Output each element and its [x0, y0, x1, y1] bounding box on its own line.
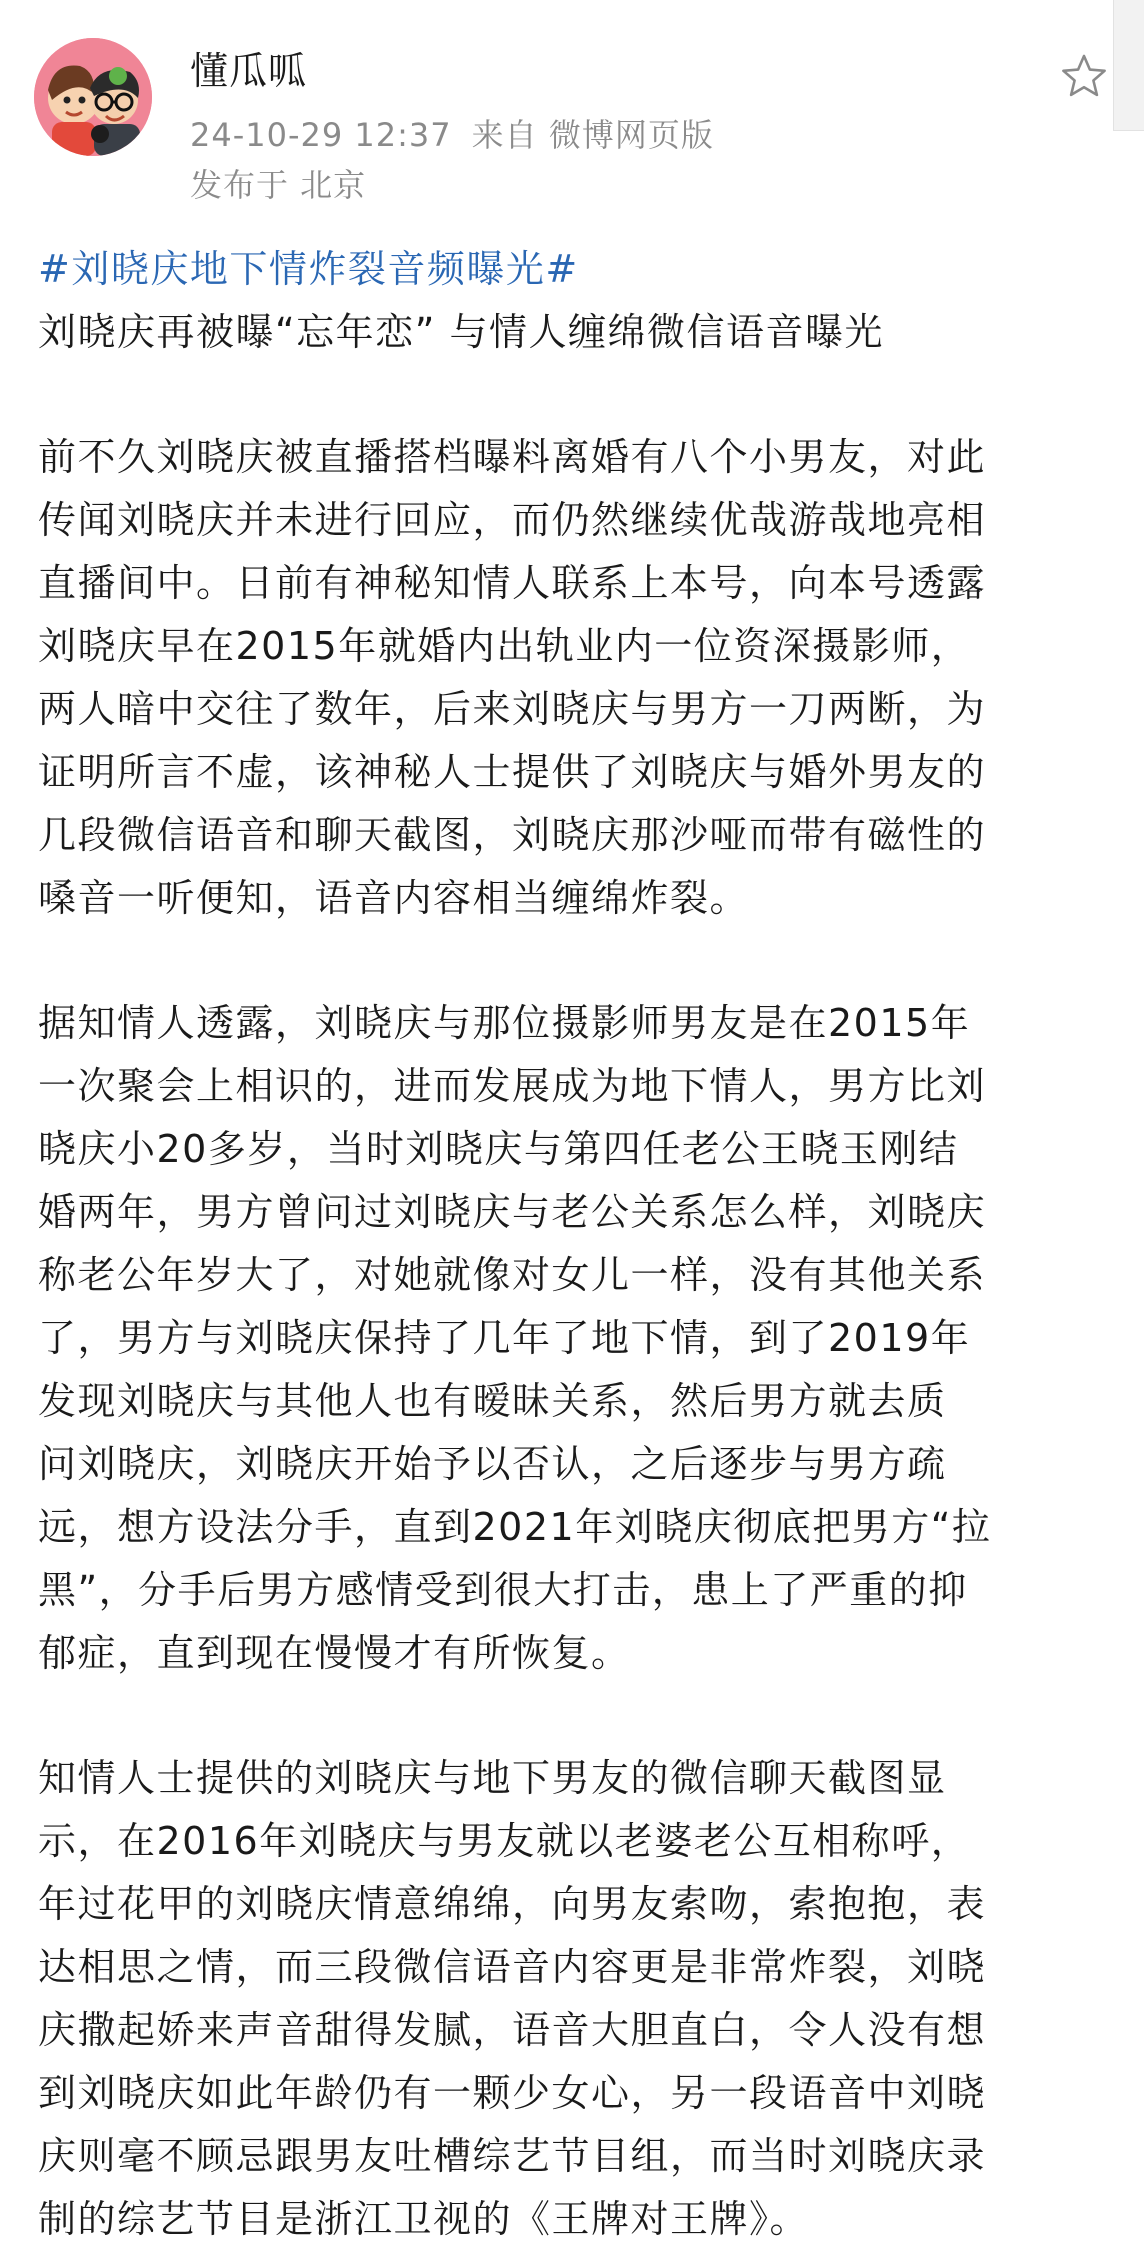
text-line: 庆则毫不顾忌跟男友吐槽综艺节目组，而当时刘晓庆录: [38, 2134, 987, 2178]
text-line: 一次聚会上相识的，进而发展成为地下情人，男方比刘: [38, 1064, 987, 1108]
cartoon-avatar-icon: [34, 38, 152, 156]
text-line: 知情人士提供的刘晓庆与地下男友的微信聊天截图显: [38, 1756, 947, 1800]
text-line: 称老公年岁大了，对她就像对女儿一样，没有其他关系: [38, 1253, 987, 1297]
paragraph: [38, 992, 1118, 1685]
favorite-button[interactable]: [1060, 52, 1108, 100]
text-line: 郁症，直到现在慢慢才有所恢复。: [38, 1631, 631, 1675]
post-headline: 刘晓庆再被曝“忘年恋” 与情人缠绵微信语音曝光: [38, 310, 884, 354]
star-outline-icon: [1060, 52, 1108, 100]
post-location: 发布于 北京: [190, 166, 367, 204]
post-source: 来自 微博网页版: [471, 116, 714, 154]
paragraph: [38, 426, 1118, 930]
post-header: [0, 0, 1144, 220]
text-line: 问刘晓庆，刘晓庆开始予以否认，之后逐步与男方疏: [38, 1442, 947, 1486]
text-line: 晓庆小20多岁，当时刘晓庆与第四任老公王晓玉刚结: [38, 1127, 959, 1171]
username[interactable]: 懂瓜呱: [190, 49, 308, 93]
text-line: 制的综艺节目是浙江卫视的《王牌对王牌》。: [38, 2197, 810, 2241]
text-line: 直播间中。日前有神秘知情人联系上本号，向本号透露: [38, 561, 987, 605]
text-line: 据知情人透露，刘晓庆与那位摄影师男友是在2015年: [38, 1001, 971, 1045]
topic-hashtag-link[interactable]: #刘晓庆地下情炸裂音频曝光#: [38, 247, 579, 291]
text-line: 婚两年，男方曾问过刘晓庆与老公关系怎么样，刘晓庆: [38, 1190, 987, 1234]
text-line: 远，想方设法分手，直到2021年刘晓庆彻底把男方“拉: [38, 1505, 992, 1549]
post-timestamp: 24-10-29 12:37: [190, 116, 452, 154]
text-line: 到刘晓庆如此年龄仍有一颗少女心，另一段语音中刘晓: [38, 2071, 987, 2115]
text-line: 几段微信语音和聊天截图，刘晓庆那沙哑而带有磁性的: [38, 813, 987, 857]
post-meta: [190, 110, 714, 156]
text-line: 黑”，分手后男方感情受到很大打击，患上了严重的抑: [38, 1568, 968, 1612]
paragraph: [38, 1747, 1118, 2251]
user-avatar[interactable]: [34, 38, 152, 156]
text-line: 年过花甲的刘晓庆情意绵绵，向男友索吻，索抱抱，表: [38, 1882, 987, 1926]
text-line: 达相思之情，而三段微信语音内容更是非常炸裂，刘晓: [38, 1945, 987, 1989]
text-line: 前不久刘晓庆被直播搭档曝料离婚有八个小男友，对此: [38, 435, 987, 479]
text-line: 发现刘晓庆与其他人也有暧昧关系，然后男方就去质: [38, 1379, 947, 1423]
text-line: 示，在2016年刘晓庆与男友就以老婆老公互相称呼，: [38, 1819, 971, 1863]
text-line: 了，男方与刘晓庆保持了几年了地下情，到了2019年: [38, 1316, 971, 1360]
text-line: 嗓音一听便知，语音内容相当缠绵炸裂。: [38, 876, 750, 920]
scrollbar[interactable]: [1113, 0, 1144, 131]
text-line: 传闻刘晓庆并未进行回应，而仍然继续优哉游哉地亮相: [38, 498, 987, 542]
text-line: 两人暗中交往了数年，后来刘晓庆与男方一刀两断，为: [38, 687, 987, 731]
text-line: 证明所言不虚，该神秘人士提供了刘晓庆与婚外男友的: [38, 750, 987, 794]
text-line: 刘晓庆早在2015年就婚内出轨业内一位资深摄影师，: [38, 624, 971, 668]
text-line: 庆撒起娇来声音甜得发腻，语音大胆直白，令人没有想: [38, 2008, 987, 2052]
post-content: [38, 238, 1118, 2251]
